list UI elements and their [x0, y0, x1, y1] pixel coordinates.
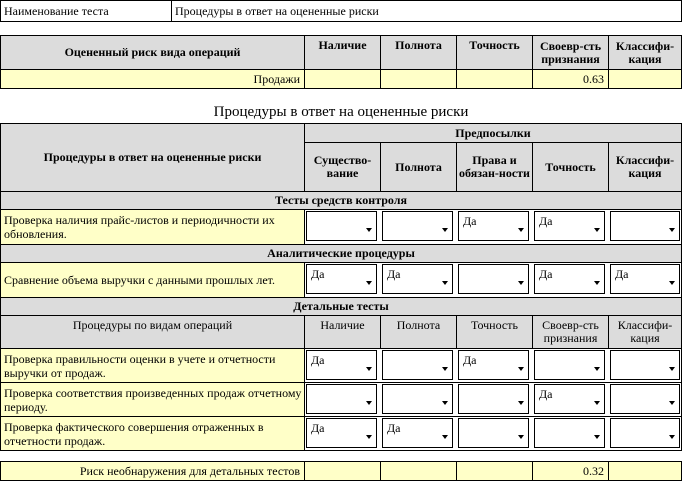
dropdown-arrow-icon[interactable] [518, 281, 524, 285]
section-controls: Тесты средств контроля [0, 191, 682, 210]
dropdown-value: Да [387, 267, 401, 281]
dropdown-arrow-icon[interactable] [669, 435, 675, 439]
prereq-dropdown[interactable] [382, 211, 453, 241]
prereq-col-header: Права и обязан-ности [456, 142, 533, 192]
prereq-dropdown[interactable] [534, 211, 605, 241]
dropdown-arrow-icon[interactable] [366, 401, 372, 405]
dropdown-value: Да [539, 214, 553, 228]
nondetection-value[interactable] [456, 461, 533, 481]
prereq-col-header: Существо-вание [304, 142, 381, 192]
prereq-dropdown[interactable] [534, 384, 605, 414]
nondetection-label: Риск необнаружения для детальных тестов [0, 461, 305, 481]
prereq-dropdown[interactable] [306, 264, 377, 294]
prereq-dropdown[interactable] [534, 418, 605, 448]
nondetection-value[interactable] [304, 461, 381, 481]
dropdown-arrow-icon[interactable] [366, 367, 372, 371]
dropdown-value: Да [387, 421, 401, 435]
main-title: Процедуры в ответ на оцененные риски [213, 103, 469, 120]
prereq-dropdown[interactable] [534, 350, 605, 380]
dropdown-value: Да [539, 387, 553, 401]
risk-col-header: Своевр-сть признания [532, 35, 609, 70]
risk-value[interactable] [456, 69, 533, 89]
prereq-dropdown[interactable] [306, 211, 377, 241]
detail-col-header: Своевр-сть признания [532, 315, 609, 349]
dropdown-arrow-icon[interactable] [518, 367, 524, 371]
prereq-col-header: Точность [532, 142, 609, 192]
test-name-value[interactable]: Процедуры в ответ на оцененные риски [171, 0, 682, 22]
prereq-dropdown[interactable] [382, 350, 453, 380]
dropdown-arrow-icon[interactable] [442, 367, 448, 371]
dropdown-arrow-icon[interactable] [442, 401, 448, 405]
dropdown-arrow-icon[interactable] [518, 435, 524, 439]
dropdown-value: Да [311, 353, 325, 367]
prereq-col-header: Полнота [380, 142, 457, 192]
prereq-dropdown[interactable] [458, 264, 529, 294]
dropdown-arrow-icon[interactable] [442, 435, 448, 439]
nondetection-value[interactable] [608, 461, 682, 481]
dropdown-arrow-icon[interactable] [518, 401, 524, 405]
detail-col-header: Наличие [304, 315, 381, 349]
dropdown-value: Да [615, 267, 629, 281]
prereq-dropdown[interactable] [382, 264, 453, 294]
nondetection-value[interactable]: 0.32 [532, 461, 609, 481]
procedure-row-label: Сравнение объема выручки с данными прошлых лет. [0, 262, 305, 298]
dropdown-arrow-icon[interactable] [366, 281, 372, 285]
risk-col-header: Классифи-кация [608, 35, 682, 70]
risk-value[interactable] [608, 69, 682, 89]
prereq-dropdown[interactable] [382, 384, 453, 414]
procedure-row-label: Проверка правильности оценки в учете и отчетности выручки от продаж. [0, 348, 305, 383]
risk-col-header: Полнота [380, 35, 457, 70]
dropdown-value: Да [539, 267, 553, 281]
prereq-col-header: Классифи-кация [608, 142, 682, 192]
prereq-dropdown[interactable] [610, 211, 680, 241]
risk-row-label: Продажи [0, 69, 305, 89]
risk-value[interactable] [304, 69, 381, 89]
dropdown-arrow-icon[interactable] [594, 401, 600, 405]
dropdown-arrow-icon[interactable] [442, 228, 448, 232]
risk-col-header: Точность [456, 35, 533, 70]
dropdown-arrow-icon[interactable] [518, 228, 524, 232]
dropdown-arrow-icon[interactable] [669, 228, 675, 232]
prereq-dropdown[interactable] [382, 418, 453, 448]
prereq-dropdown[interactable] [458, 350, 529, 380]
dropdown-arrow-icon[interactable] [669, 401, 675, 405]
prereq-dropdown[interactable] [306, 384, 377, 414]
prereq-dropdown[interactable] [306, 350, 377, 380]
nondetection-value[interactable] [380, 461, 457, 481]
test-name-label: Наименование теста [0, 0, 172, 22]
dropdown-arrow-icon[interactable] [669, 367, 675, 371]
procedure-row-label: Проверка соответствия произведенных продаж отчетному периоду. [0, 382, 305, 417]
prereq-dropdown[interactable] [306, 418, 377, 448]
prereq-dropdown[interactable] [610, 350, 680, 380]
section-analytic: Аналитические процедуры [0, 244, 682, 263]
dropdown-value: Да [311, 421, 325, 435]
proc-header: Процедуры в ответ на оцененные риски [0, 123, 305, 192]
dropdown-arrow-icon[interactable] [442, 281, 448, 285]
prereq-header: Предпосылки [304, 123, 682, 143]
risk-value[interactable]: 0.63 [532, 69, 609, 89]
dropdown-arrow-icon[interactable] [594, 281, 600, 285]
dropdown-arrow-icon[interactable] [366, 435, 372, 439]
procedure-row-label: Проверка фактического совершения отраженных в отчетности продаж. [0, 416, 305, 451]
dropdown-arrow-icon[interactable] [594, 367, 600, 371]
dropdown-value: Да [463, 214, 477, 228]
risk-value[interactable] [380, 69, 457, 89]
procedure-row-label: Проверка наличия прайс-листов и периодичности их обновления. [0, 209, 305, 245]
dropdown-arrow-icon[interactable] [366, 228, 372, 232]
prereq-dropdown[interactable] [458, 384, 529, 414]
section-detailed: Детальные тесты [0, 297, 682, 316]
detail-col-header: Классифи-кация [608, 315, 682, 349]
prereq-dropdown[interactable] [610, 418, 680, 448]
prereq-dropdown[interactable] [610, 264, 680, 294]
detail-col-header: Точность [456, 315, 533, 349]
dropdown-arrow-icon[interactable] [594, 228, 600, 232]
prereq-dropdown[interactable] [610, 384, 680, 414]
prereq-dropdown[interactable] [458, 418, 529, 448]
dropdown-arrow-icon[interactable] [594, 435, 600, 439]
dropdown-value: Да [463, 353, 477, 367]
prereq-dropdown[interactable] [458, 211, 529, 241]
prereq-dropdown[interactable] [534, 264, 605, 294]
dropdown-arrow-icon[interactable] [669, 281, 675, 285]
risk-col-header: Наличие [304, 35, 381, 70]
detail-header: Процедуры по видам операций [0, 315, 305, 349]
dropdown-value: Да [311, 267, 325, 281]
risk-row-header: Оцененный риск вида операций [0, 35, 305, 70]
detail-col-header: Полнота [380, 315, 457, 349]
